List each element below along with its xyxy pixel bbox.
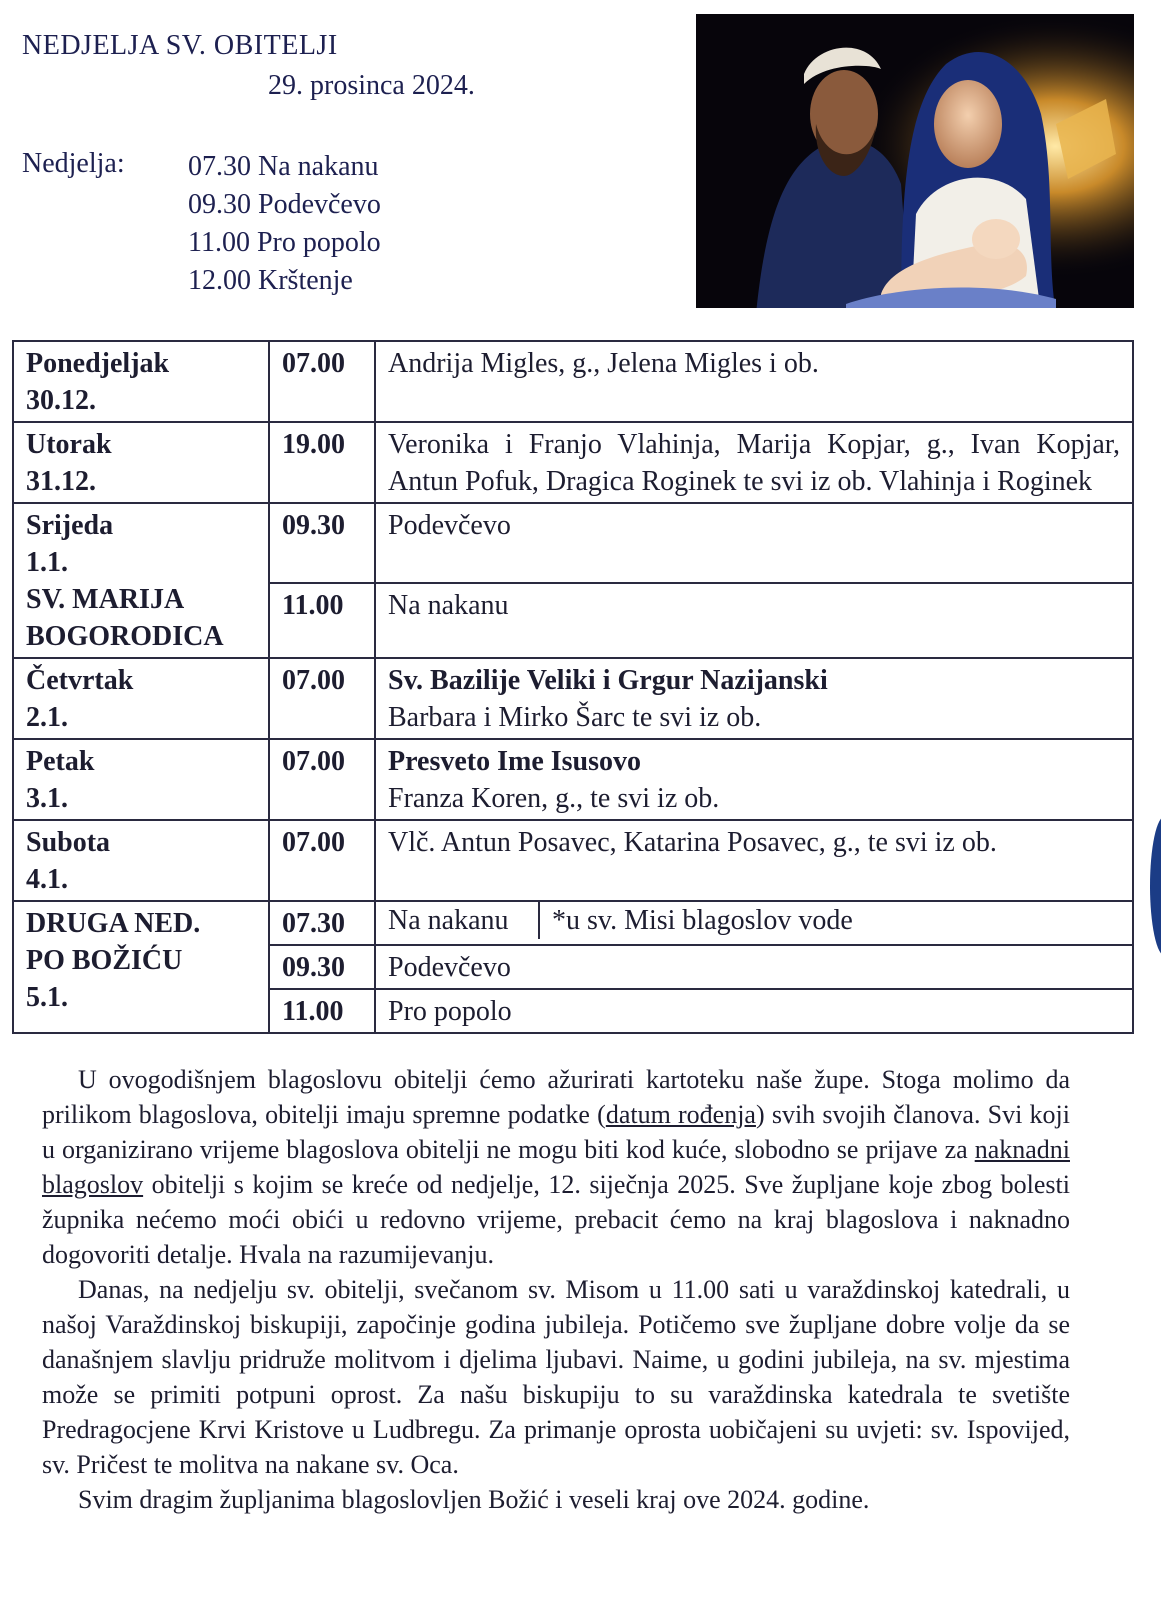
day-name: Subota bbox=[26, 827, 111, 858]
intention-cell: Na nakanu bbox=[375, 583, 1133, 658]
mass-schedule-table bbox=[12, 340, 1134, 1034]
holy-family-picture bbox=[696, 14, 1134, 308]
day-date: 1.1. bbox=[26, 547, 68, 578]
sunday-mass-item: 11.00 Pro popolo bbox=[188, 227, 381, 258]
day-date: 30.12. bbox=[26, 385, 96, 416]
day-cell bbox=[13, 658, 269, 739]
day-cell bbox=[13, 341, 269, 422]
sunday-mass-item: 12.00 Krštenje bbox=[188, 265, 353, 296]
time-cell: 09.30 bbox=[269, 503, 375, 583]
day-date: 4.1. bbox=[26, 864, 68, 895]
day-name: DRUGA NED. bbox=[26, 908, 201, 939]
split-cell bbox=[388, 902, 1132, 939]
day-date: 2.1. bbox=[26, 702, 68, 733]
table-row bbox=[13, 341, 1133, 422]
page-title: NEDJELJA SV. OBITELJI bbox=[22, 30, 338, 61]
intention-text: Barbara i Mirko Šarc te svi iz ob. bbox=[388, 702, 762, 733]
day-name: PO BOŽIĆU bbox=[26, 945, 183, 976]
day-date: 31.12. bbox=[26, 466, 96, 497]
intention-cell: Podevčevo bbox=[375, 503, 1133, 583]
day-cell bbox=[13, 739, 269, 820]
time-cell: 11.00 bbox=[269, 989, 375, 1033]
day-name: Utorak bbox=[26, 429, 112, 460]
intention-cell: Pro popolo bbox=[375, 989, 1133, 1033]
sunday-mass-list bbox=[188, 148, 381, 300]
underlined-text: datum rođenja bbox=[605, 1100, 756, 1129]
intention-cell: Podevčevo bbox=[375, 945, 1133, 989]
table-row bbox=[13, 901, 1133, 945]
day-cell bbox=[13, 422, 269, 503]
day-name: Četvrtak bbox=[26, 665, 134, 696]
announcement-paragraph: U ovogodišnjem blagoslovu obitelji ćemo ažurirati kartoteku naše župe. Stoga molimo da prilikom blagoslova, obitelji imaju spremne podatke (datum rođenja) svih svojih članova. Svi koji u organizirano vrijeme blagoslova obitelji ne mogu biti kod kuće, slobodno se prijave za naknadni blagoslov obitelji s kojim se kreće od nedjelje, 12. siječnja 2025. Sve župljane koje zbog bolesti župnika nećemo moći obići u redovno vrijeme, prebacit ćemo na kraj blagoslova i naknadno dogovoriti detalje. Hvala na razumijevanju. bbox=[42, 1065, 1071, 1269]
time-cell: 07.30 bbox=[269, 901, 375, 945]
sunday-mass-item: 09.30 Podevčevo bbox=[188, 189, 381, 220]
feast-name: Sv. Bazilije Veliki i Grgur Nazijanski bbox=[388, 665, 828, 696]
time-cell: 07.00 bbox=[269, 341, 375, 422]
time-cell: 07.00 bbox=[269, 739, 375, 820]
table-row bbox=[13, 503, 1133, 583]
time-cell: 11.00 bbox=[269, 583, 375, 658]
day-name: Petak bbox=[26, 746, 95, 777]
edge-decoration bbox=[1150, 816, 1161, 956]
day-cell bbox=[13, 901, 269, 1033]
intention-text: Na nakanu bbox=[388, 902, 540, 939]
day-name: Srijeda bbox=[26, 510, 114, 541]
intention-cell bbox=[375, 901, 1133, 945]
blessing-note: *u sv. Misi blagoslov vode bbox=[552, 905, 853, 936]
intention-text: Franza Koren, g., te svi iz ob. bbox=[388, 783, 720, 814]
day-cell bbox=[13, 820, 269, 901]
intention-cell: Veronika i Franjo Vlahinja, Marija Kopjar, g., Ivan Kopjar, Antun Pofuk, Dragica Roginek te svi iz ob. Vlahinja i Roginek bbox=[375, 422, 1133, 503]
time-cell: 09.30 bbox=[269, 945, 375, 989]
announcements bbox=[42, 1062, 1070, 1517]
feast-name: BOGORODICA bbox=[26, 621, 224, 652]
day-date: 3.1. bbox=[26, 783, 68, 814]
feast-name: Presveto Ime Isusovo bbox=[388, 746, 642, 777]
day-date: 5.1. bbox=[26, 982, 68, 1013]
sunday-mass-item: 07.30 Na nakanu bbox=[188, 151, 379, 182]
table-row bbox=[13, 422, 1133, 503]
table-row bbox=[13, 658, 1133, 739]
day-cell bbox=[13, 503, 269, 658]
intention-cell: Andrija Migles, g., Jelena Migles i ob. bbox=[375, 341, 1133, 422]
underlined-text: naknadni blagoslov bbox=[42, 1135, 1070, 1199]
announcement-paragraph: Danas, na nedjelju sv. obitelji, svečanom sv. Misom u 11.00 sati u varaždinskoj katedrali, u našoj Varaždinskoj biskupiji, započinje godina jubileja. Potičemo sve župljane dobre volje da se današnjem slavlju pridruže molitvom i djelima ljubavi. Naime, u godini jubileja, na sv. mjestima može se primiti potpuni oprost. Za našu biskupiju to su varaždinska katedrala te svetište Predragocjene Krvi Kristove u Ludbregu. Za primanje oprosta uobičajeni su uvjeti: sv. Ispovijed, sv. Pričest te molitva na nakane sv. Oca. bbox=[42, 1275, 1070, 1479]
page-date: 29. prosinca 2024. bbox=[268, 70, 475, 101]
feast-name: SV. MARIJA bbox=[26, 584, 185, 615]
intention-cell bbox=[375, 739, 1133, 820]
day-name: Ponedjeljak bbox=[26, 348, 170, 379]
time-cell: 19.00 bbox=[269, 422, 375, 503]
time-cell: 07.00 bbox=[269, 820, 375, 901]
table-row bbox=[13, 820, 1133, 901]
intention-cell bbox=[375, 658, 1133, 739]
closing-greeting: Svim dragim župljanima blagoslovljen Božić i veseli kraj ove 2024. godine. bbox=[78, 1485, 870, 1514]
intention-cell: Vlč. Antun Posavec, Katarina Posavec, g., te svi iz ob. bbox=[375, 820, 1133, 901]
time-cell: 07.00 bbox=[269, 658, 375, 739]
sunday-label: Nedjelja: bbox=[22, 148, 125, 179]
table-row bbox=[13, 739, 1133, 820]
